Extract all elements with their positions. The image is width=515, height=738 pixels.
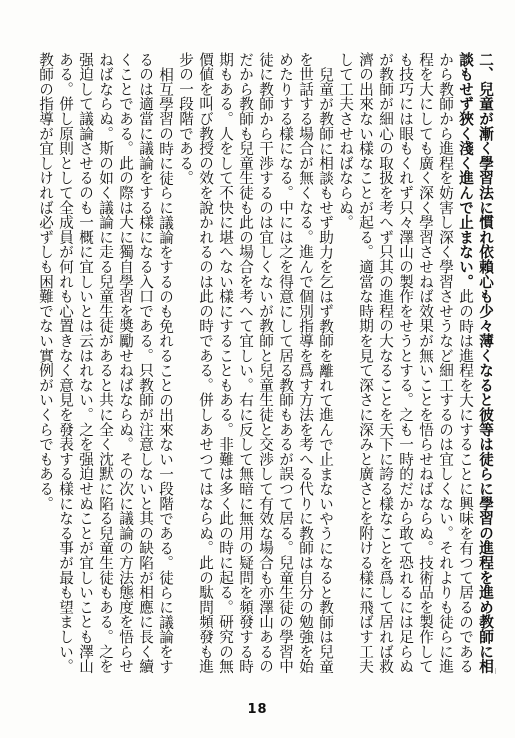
page-number: 18	[247, 702, 268, 717]
paragraph-3: 相互學習の時に徒らに議論をするのも免れることの出來ない一段階である。徒らに議論をするのは適當に議論をする樣になる入口である。只教師が注意しないと其の缺陷が相應に長く續くことである。此の際は大に獨自學習を奬勵せねばならぬ。その次に議論の方法態度を悟らせねばならぬ。斯の如く議論に走る兒童生徒があると共に全く沈默に陷る兒童生徒もある。之を强迫して議論させるのも一概に宜しいとは云はれない。之を强迫せぬことが宜しいことも澤山ある。併し原則として全成員が何れも心置きなく意見を發表する樣になる事が最も望ましい。教師の指導が宜しければ必ずしも困難でない實例がいくらでもある。	[37, 52, 174, 674]
section-heading: 二、兒童が漸く學習法に慣れ依賴心も少々薄くなると彼等は徒らに學習の進程を進め教師に相談もせず狹く淺く進んで止まない。	[457, 52, 494, 674]
paragraph-2: 兒童が教師に相談もせず助力を乞はず教師を離れて進んで止まないやうになると教師は兒童を世話する場合が無くなる。進んで個別指導を爲す方法を考へる代りに教師は自分の勉強を始めたりする樣になる。中には之を得意にして居る教師もあるが誤つて居る。兒童生徒の學習中徒に教師から干渉するのは宜しくないが教師と兒童生徒と交渉して有效な場合も亦澤山あるのだから教師も兒童生徒も此の場合を考へて宜しい。右に反して無暗に無用の疑問を頻發する時期もある。人をして不快に堪へない樣にすることもある。非難は多く此の時に起る。研究の無價値を叫び教授の效を說かれるのは此の時である。併しあせつてはならぬ。此の駄問頻發も進步の一段階である。	[177, 52, 334, 674]
paragraph-1: 此の時は進程を大にすることに興味を有つて居るのであるから教師から進程を妨害し深く學習させうなど細工するのは宜しくない。それよりも徒らに進程を大にしても廣く深く學習させねば效果が無いことを悟らせねばならぬ。技術品を製作しても技巧には眼もくれず只々澤山の製作をせうとする。之も一時的だから敢て恐れるには足らぬが教師が細心の取扱を考へず只其の進程の大なることを天下に誇る樣なことを爲して居れば救濟の出來ない樣なことが起る。適當な時期を見て深さに深みと廣さとを附ける樣に飛ばす工夫して工夫させねばならぬ。	[337, 52, 474, 674]
section-heading-paragraph	[335, 52, 495, 688]
margin-mark	[495, 668, 496, 674]
vertical-text-body	[35, 52, 495, 688]
